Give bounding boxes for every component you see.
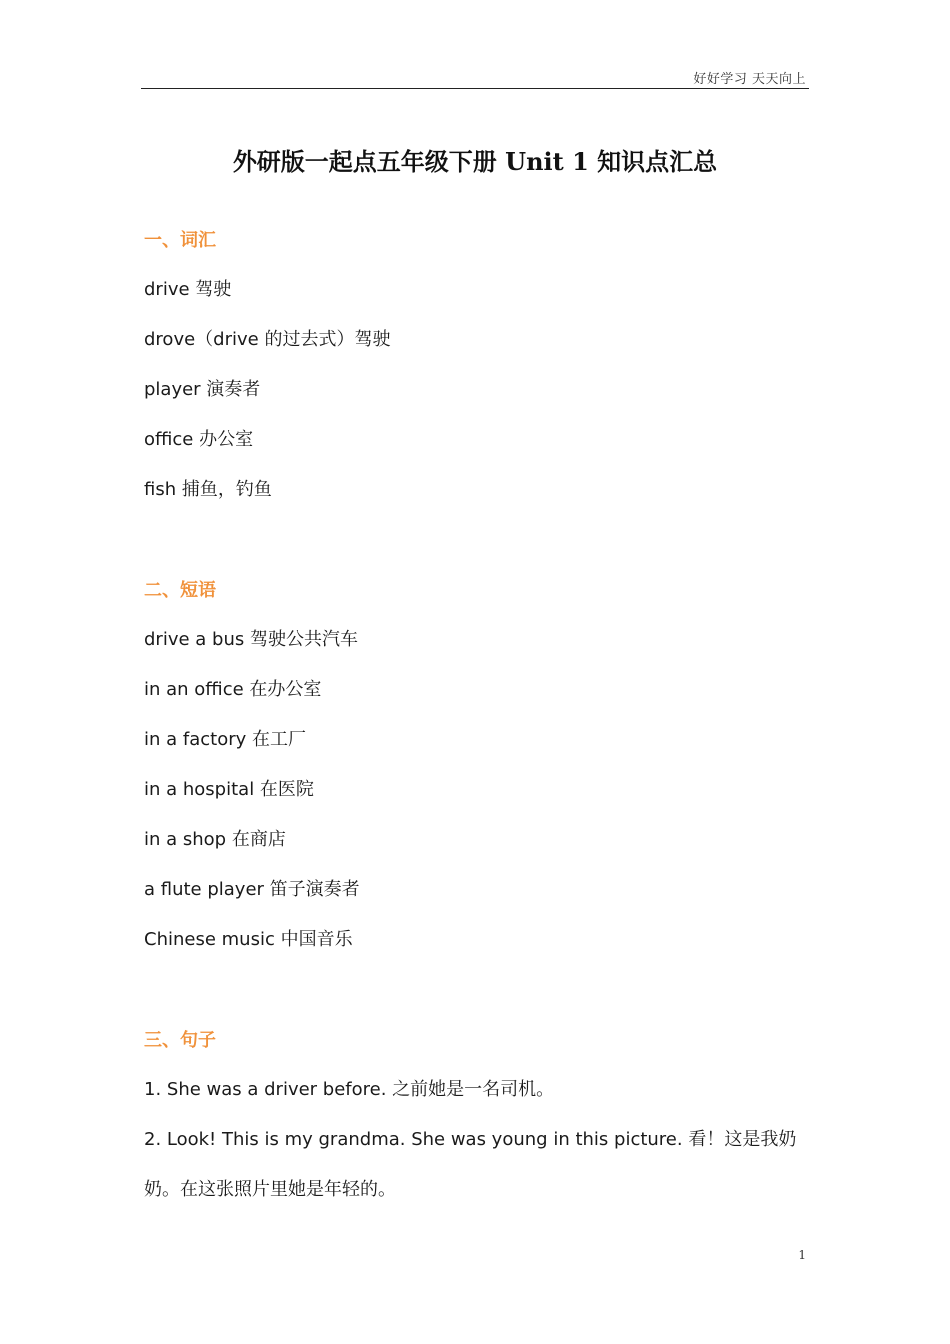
section-spacer	[144, 974, 812, 1024]
sentence-item: 2. Look! This is my grandma. She was young in this picture. 看！这是我奶奶。在这张照片里她是年轻的。	[144, 1129, 797, 1200]
phrase-item: in a hospital 在医院	[144, 779, 314, 800]
phrase-item: drive a bus 驾驶公共汽车	[144, 629, 358, 650]
page-number: 1	[798, 1248, 806, 1262]
header-divider	[141, 88, 809, 89]
vocab-item: office 办公室	[144, 429, 254, 450]
section-heading: 三、句子	[144, 1030, 216, 1051]
vocab-item: drive 驾驶	[144, 279, 232, 300]
document-body	[144, 224, 812, 1215]
header-motto: 好好学习 天天向上	[693, 72, 806, 87]
section-sentences	[144, 1024, 812, 1215]
section-heading: 一、词汇	[144, 230, 216, 251]
sentence-item: 1. She was a driver before. 之前她是一名司机。	[144, 1079, 555, 1100]
phrase-item: Chinese music 中国音乐	[144, 929, 353, 950]
vocab-item: player 演奏者	[144, 379, 261, 400]
phrase-item: in a shop 在商店	[144, 829, 286, 850]
phrase-item: a flute player 笛子演奏者	[144, 879, 360, 900]
section-vocabulary	[144, 224, 812, 524]
document-title: 外研版一起点五年级下册 Unit 1 知识点汇总	[232, 147, 718, 176]
section-spacer	[144, 524, 812, 574]
vocab-item: fish 捕鱼，钓鱼	[144, 479, 272, 500]
section-heading: 二、短语	[144, 580, 216, 601]
section-phrases	[144, 574, 812, 974]
phrase-item: in a factory 在工厂	[144, 729, 306, 750]
phrase-item: in an office 在办公室	[144, 679, 322, 700]
vocab-item: drove（drive 的过去式）驾驶	[144, 329, 391, 350]
